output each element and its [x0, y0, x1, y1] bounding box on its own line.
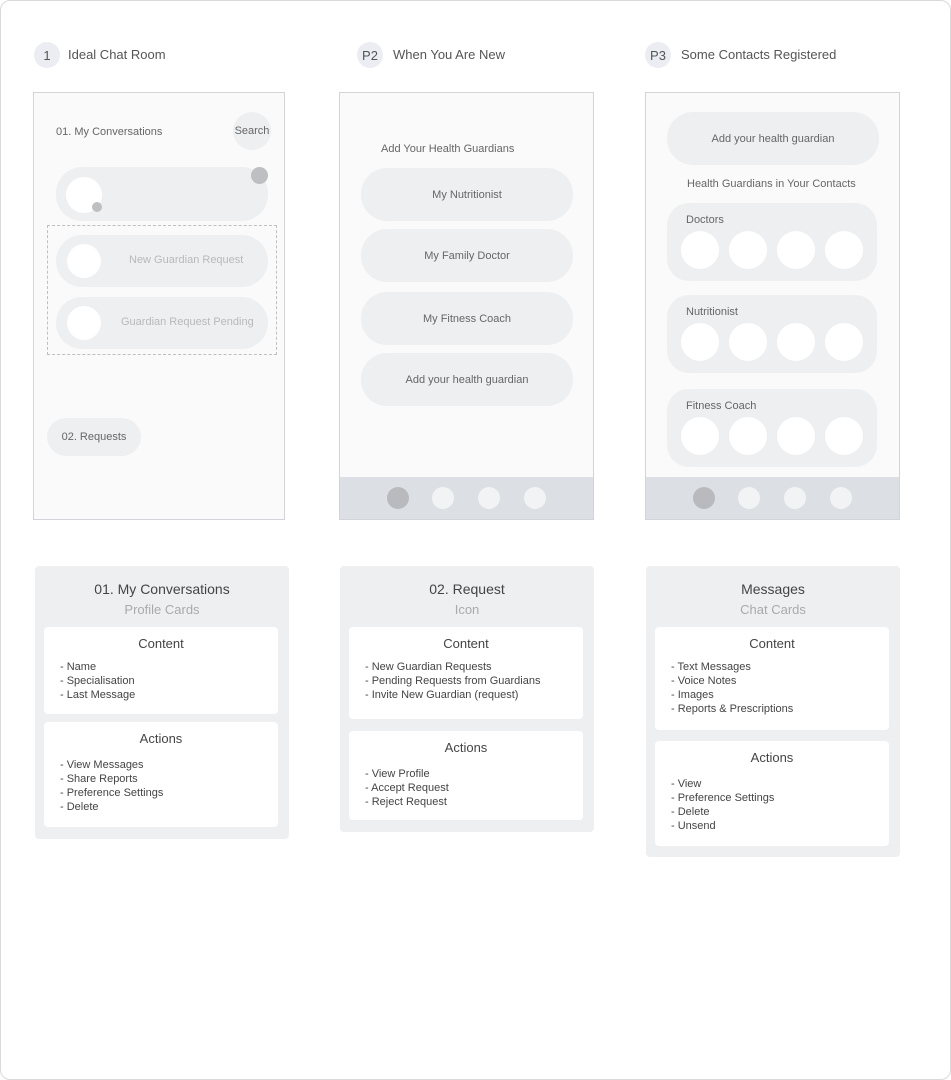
card-subtitle: Icon [454, 602, 480, 617]
avatar [67, 244, 101, 278]
card-title: 01. My Conversations [94, 581, 230, 597]
nav-item-4[interactable] [524, 487, 546, 509]
list-item: - Preference Settings [60, 787, 164, 799]
screen-1-badge: 1 [34, 42, 60, 68]
list-item: - Invite New Guardian (request) [365, 689, 519, 701]
contact-avatar[interactable] [681, 417, 719, 455]
screen-3-title: Some Contacts Registered [681, 47, 837, 62]
request-spec-card [340, 566, 594, 832]
requests-button[interactable]: 02. Requests [47, 418, 141, 456]
nav-item-4[interactable] [830, 487, 852, 509]
contact-avatar[interactable] [777, 323, 815, 361]
contact-avatar[interactable] [777, 417, 815, 455]
list-item: - Last Message [60, 689, 136, 701]
list-item: - Accept Request [365, 782, 449, 794]
content-box [655, 627, 889, 730]
card-title: Messages [741, 581, 805, 597]
fitness-coach-group [667, 389, 877, 467]
contact-avatar[interactable] [825, 231, 863, 269]
doctors-label: Doctors [686, 214, 724, 226]
bottom-nav [340, 477, 593, 519]
nutritionist-group [667, 295, 877, 373]
nav-item-1[interactable] [387, 487, 409, 509]
nav-item-2[interactable] [738, 487, 760, 509]
list-item: - View Messages [60, 759, 144, 771]
actions-title: Actions [139, 731, 183, 746]
list-item: - Preference Settings [671, 792, 775, 804]
list-item: - Pending Requests from Guardians [365, 675, 541, 687]
list-item: - Reject Request [365, 796, 447, 808]
new-guardian-request-label: New Guardian Request [129, 254, 244, 266]
screen-2-title: When You Are New [393, 47, 506, 62]
list-item: - Share Reports [60, 773, 138, 785]
content-list [60, 660, 135, 702]
list-item: - Delete [671, 806, 710, 818]
my-fitness-coach-button[interactable]: My Fitness Coach [361, 292, 573, 345]
my-nutritionist-button[interactable]: My Nutritionist [361, 168, 573, 221]
contact-avatar[interactable] [777, 231, 815, 269]
card-subtitle: Profile Cards [124, 602, 200, 617]
contact-avatar[interactable] [729, 323, 767, 361]
content-title: Content [443, 636, 489, 651]
screen-2-badge: P2 [357, 42, 383, 68]
content-list [365, 660, 540, 702]
guardians-in-contacts-heading: Health Guardians in Your Contacts [687, 178, 856, 190]
search-button[interactable]: Search [233, 112, 271, 150]
actions-list [671, 777, 774, 833]
fitness-coach-label: Fitness Coach [686, 400, 757, 412]
actions-box [349, 731, 583, 820]
nav-item-3[interactable] [784, 487, 806, 509]
nutritionist-label: Nutritionist [686, 306, 738, 318]
nav-item-3[interactable] [478, 487, 500, 509]
content-title: Content [138, 636, 184, 651]
avatar [67, 306, 101, 340]
actions-box [655, 741, 889, 846]
unread-badge [251, 167, 268, 184]
screen-2-mockup [339, 92, 594, 520]
nav-item-1[interactable] [693, 487, 715, 509]
card-title: 02. Request [429, 581, 505, 597]
list-item: - Voice Notes [671, 675, 737, 687]
add-health-guardian-button[interactable]: Add your health guardian [361, 353, 573, 406]
content-title: Content [749, 636, 795, 651]
actions-list [365, 767, 449, 809]
actions-title: Actions [750, 750, 794, 765]
add-health-guardian-button[interactable]: Add your health guardian [667, 112, 879, 165]
content-box [44, 627, 278, 714]
content-list [671, 660, 793, 716]
status-dot [92, 202, 102, 212]
guardian-request-pending-card[interactable] [56, 297, 268, 349]
guardian-request-pending-label: Guardian Request Pending [121, 316, 254, 328]
list-item: - View Profile [365, 768, 430, 780]
actions-title: Actions [444, 740, 488, 755]
card-subtitle: Chat Cards [740, 602, 806, 617]
list-item: - Specialisation [60, 675, 135, 687]
list-item: - Images [671, 689, 714, 701]
contact-avatar[interactable] [825, 417, 863, 455]
screen-3-mockup [645, 92, 900, 520]
bottom-nav [646, 477, 899, 519]
screen-1-mockup [33, 92, 285, 520]
conversations-spec-card [35, 566, 289, 839]
contact-avatar[interactable] [825, 323, 863, 361]
conversation-card[interactable] [56, 167, 268, 221]
new-guardian-request-card[interactable] [56, 235, 268, 287]
list-item: - New Guardian Requests [365, 661, 492, 673]
add-guardians-heading: Add Your Health Guardians [381, 143, 515, 155]
list-item: - Name [60, 661, 97, 673]
list-item: - Unsend [671, 820, 716, 832]
contact-avatar[interactable] [681, 323, 719, 361]
my-conversations-label: 01. My Conversations [56, 126, 163, 138]
screen-3-badge: P3 [645, 42, 671, 68]
list-item: - Text Messages [671, 661, 751, 673]
actions-list [60, 758, 163, 814]
doctors-group [667, 203, 877, 281]
list-item: - View [671, 778, 702, 790]
contact-avatar[interactable] [729, 417, 767, 455]
list-item: - Reports & Prescriptions [671, 703, 794, 715]
nav-item-2[interactable] [432, 487, 454, 509]
contact-avatar[interactable] [681, 231, 719, 269]
messages-spec-card [646, 566, 900, 857]
list-item: - Delete [60, 801, 99, 813]
contact-avatar[interactable] [729, 231, 767, 269]
actions-box [44, 722, 278, 827]
content-box [349, 627, 583, 719]
screen-1-title: Ideal Chat Room [68, 47, 166, 62]
my-family-doctor-button[interactable]: My Family Doctor [361, 229, 573, 282]
